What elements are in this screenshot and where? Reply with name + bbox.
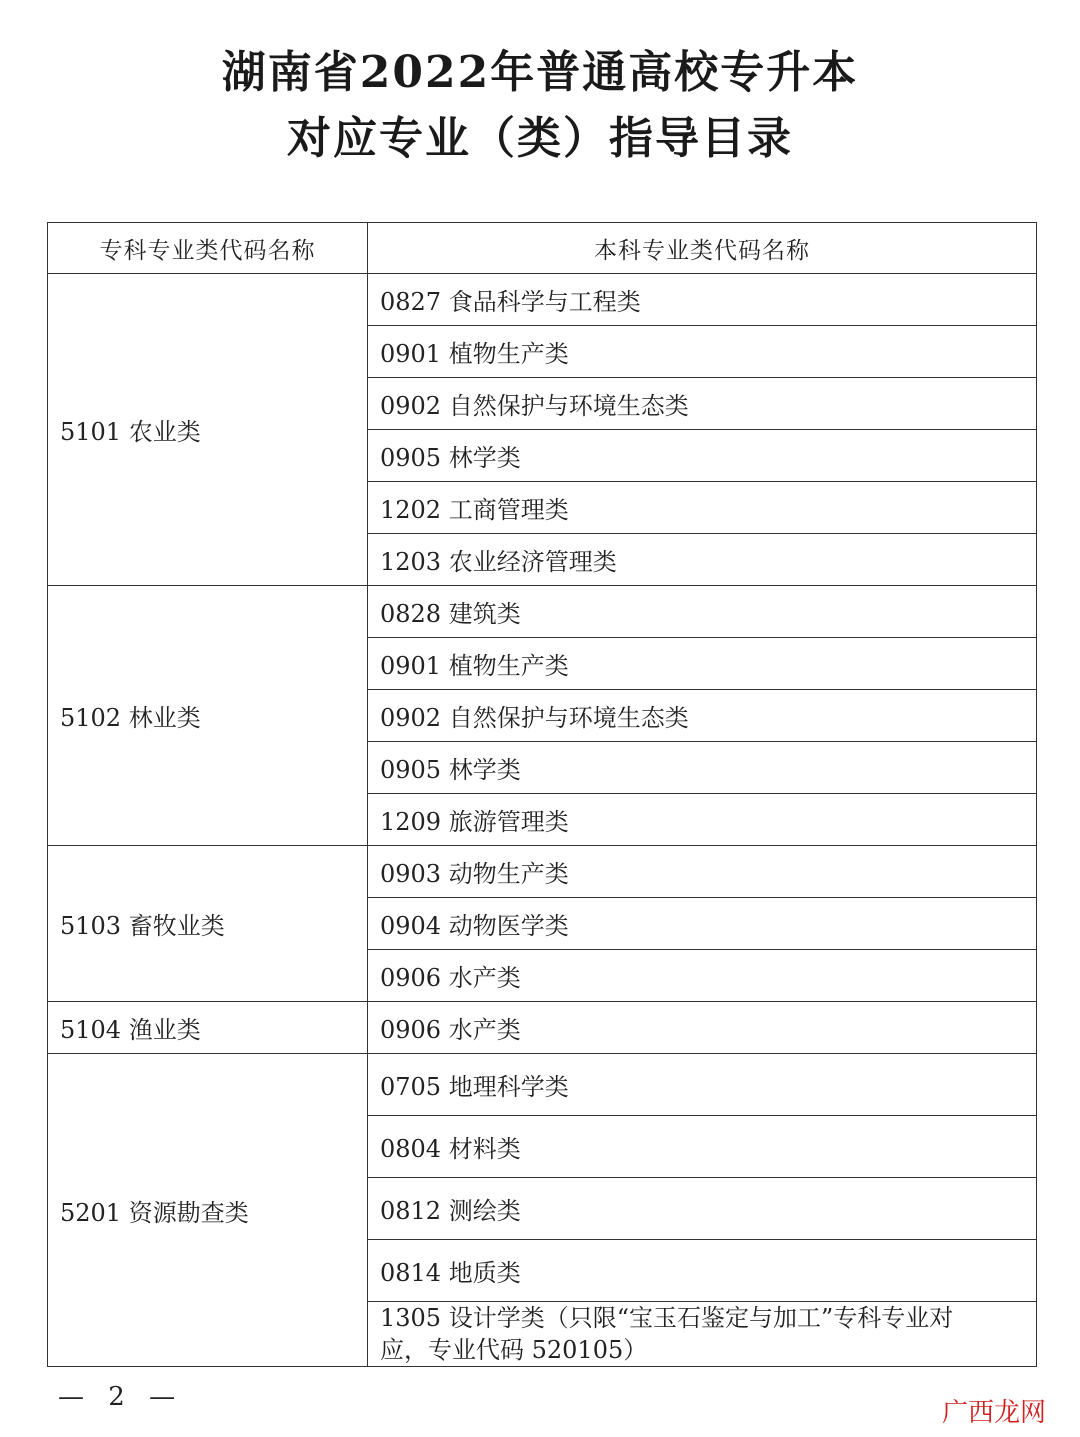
undergraduate-major-cell: 0905 林学类 [368,430,1037,482]
page-number: — 2 — [58,1382,184,1412]
undergraduate-major-cell: 0901 植物生产类 [368,326,1037,378]
undergraduate-major-cell: 0903 动物生产类 [368,846,1037,898]
junior-college-major-cell: 5201 资源勘查类 [48,1054,368,1367]
undergraduate-major-cell: 0814 地质类 [368,1240,1037,1302]
undergraduate-major-cell: 0906 水产类 [368,1002,1037,1054]
undergraduate-major-cell: 0902 自然保护与环境生态类 [368,690,1037,742]
document-title-line2: 对应专业（类）指导目录 [287,113,793,164]
header-undergraduate-major: 本科专业类代码名称 [368,223,1037,274]
undergraduate-major-cell: 0905 林学类 [368,742,1037,794]
undergraduate-major-cell: 0906 水产类 [368,950,1037,1002]
junior-college-major-cell: 5104 渔业类 [48,1002,368,1054]
header-junior-college-major: 专科专业类代码名称 [48,223,368,274]
watermark-logo: 广西龙网 [941,1398,1046,1428]
undergraduate-major-cell: 1305 设计学类（只限“宝玉石鉴定与加工”专科专业对应，专业代码 520105） [368,1302,1037,1367]
junior-college-major-cell: 5101 农业类 [48,274,368,586]
undergraduate-major-cell: 0812 测绘类 [368,1178,1037,1240]
junior-college-major-cell: 5102 林业类 [48,586,368,846]
table-header-row [48,223,1037,274]
undergraduate-major-cell: 1203 农业经济管理类 [368,534,1037,586]
major-mapping-table [47,222,1037,1367]
table-row [48,586,1037,638]
undergraduate-major-cell: 0901 植物生产类 [368,638,1037,690]
undergraduate-major-cell: 0904 动物医学类 [368,898,1037,950]
table-row [48,1054,1037,1116]
table-row [48,1002,1037,1054]
undergraduate-major-cell: 0902 自然保护与环境生态类 [368,378,1037,430]
undergraduate-major-cell: 1202 工商管理类 [368,482,1037,534]
undergraduate-major-cell: 0804 材料类 [368,1116,1037,1178]
table-body [48,274,1037,1367]
table-row [48,274,1037,326]
document-title-line1: 湖南省2022年普通高校专升本 [221,47,859,98]
undergraduate-major-cell: 0827 食品科学与工程类 [368,274,1037,326]
junior-college-major-cell: 5103 畜牧业类 [48,846,368,1002]
table-row [48,846,1037,898]
undergraduate-major-cell: 1209 旅游管理类 [368,794,1037,846]
undergraduate-major-cell: 0705 地理科学类 [368,1054,1037,1116]
undergraduate-major-cell: 0828 建筑类 [368,586,1037,638]
